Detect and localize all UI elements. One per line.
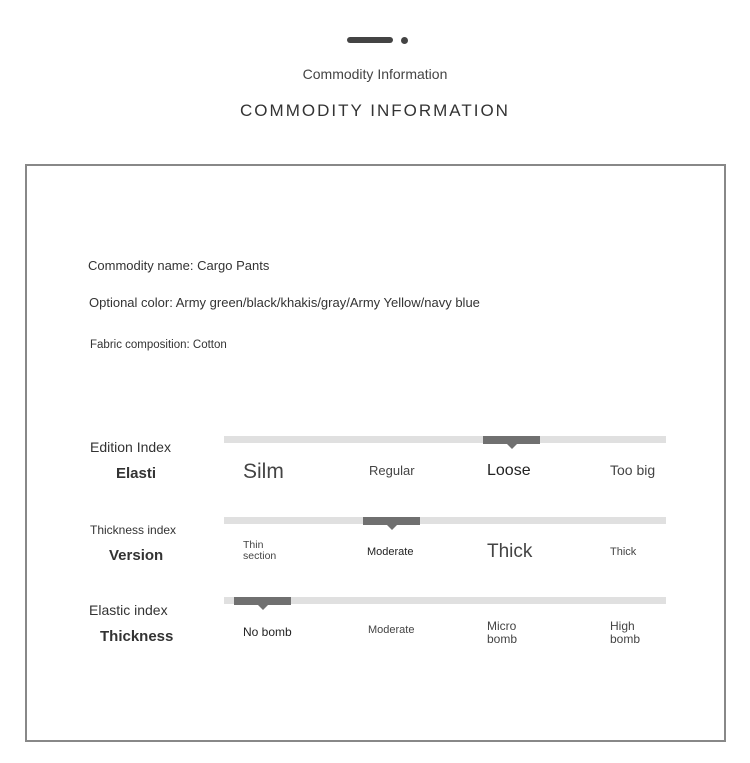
elastic-index-marker	[234, 597, 291, 605]
thickness-option-thick: Thick	[487, 541, 533, 562]
thickness-index-marker	[363, 517, 420, 525]
thickness-index-label: Thickness index	[90, 523, 177, 537]
commodity-name: Commodity name: Cargo Pants	[88, 258, 270, 273]
edition-option-silm: Silm	[243, 460, 284, 483]
elastic-index-sublabel: Thickness	[100, 628, 174, 645]
edition-option-regular: Regular	[369, 463, 415, 478]
thickness-option-thick-2: Thick	[610, 546, 637, 558]
edition-option-too-big: Too big	[610, 462, 656, 478]
thickness-index-track	[224, 517, 666, 524]
elastic-index-label: Elastic index	[89, 602, 168, 618]
elastic-index-track	[224, 597, 666, 604]
thickness-index-sublabel: Version	[109, 547, 164, 564]
section-subtitle: Commodity Information	[302, 66, 448, 82]
thickness-option-moderate: Moderate	[367, 546, 414, 558]
elastic-option-micro-bomb: Micro bomb	[487, 619, 518, 646]
fabric-composition: Fabric composition: Cotton	[90, 339, 227, 351]
thickness-option-thin-section: Thin section	[243, 539, 277, 563]
edition-index-track	[224, 436, 666, 443]
elastic-option-moderate: Moderate	[368, 624, 415, 636]
elastic-option-no-bomb: No bomb	[243, 625, 292, 639]
optional-color: Optional color: Army green/black/khakis/gray/Army Yellow/navy blue	[89, 295, 480, 310]
edition-index-sublabel: Elasti	[116, 465, 157, 482]
edition-index-label: Edition Index	[90, 439, 171, 455]
header-decoration-dot	[401, 37, 408, 44]
header-decoration-bar	[347, 37, 393, 43]
section-title: COMMODITY INFORMATION	[240, 101, 510, 120]
edition-option-loose: Loose	[487, 462, 531, 479]
elastic-option-high-bomb: High bomb	[610, 619, 641, 646]
edition-index-marker	[483, 436, 540, 444]
